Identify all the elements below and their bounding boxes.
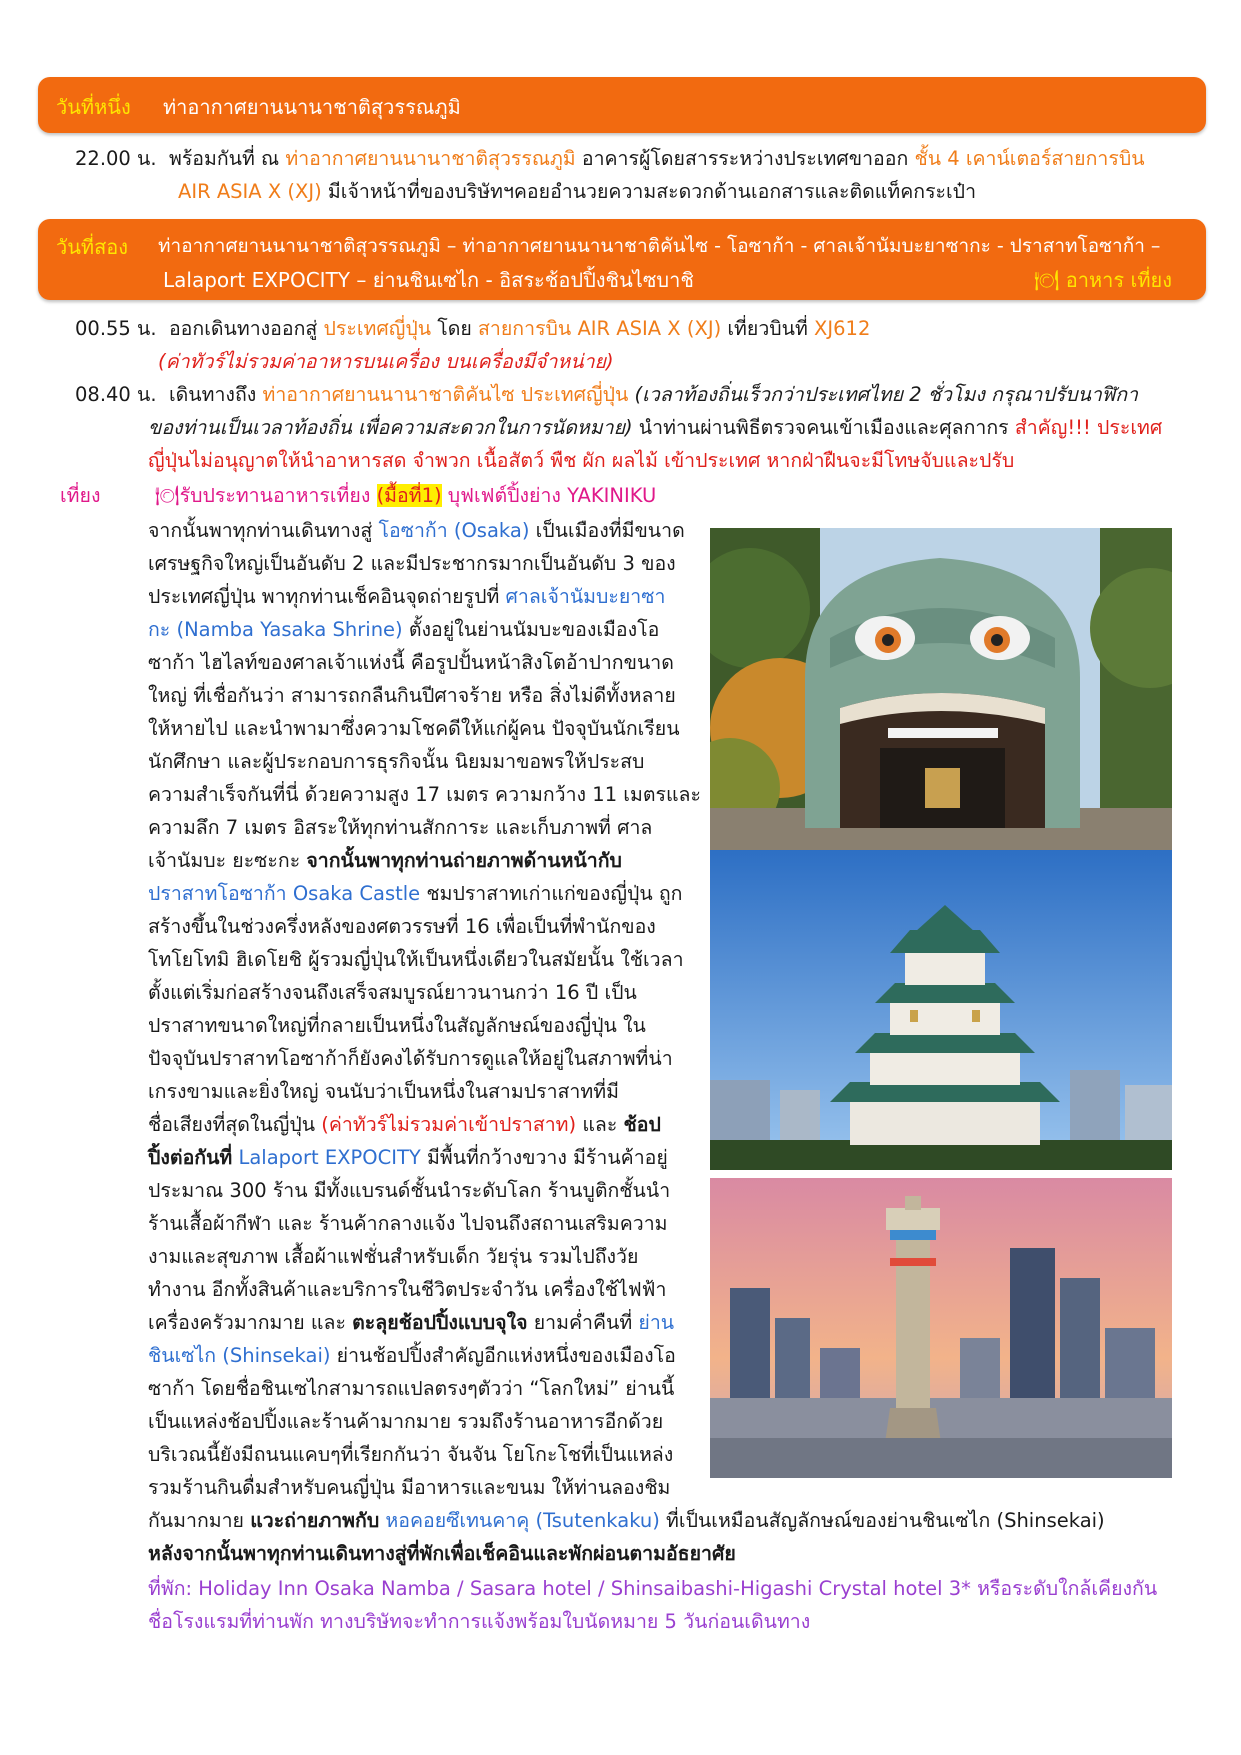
para-line: ให้หายไป และนำพามาซึ่งความโชคดีให้แก่ผู้คน ปัจจุบันนักเรียน bbox=[148, 717, 680, 740]
shrine-photo bbox=[710, 528, 1172, 850]
para-line: เป็นแหล่งช้อปปิ้งและร้านค้ามากมาย รวมถึงร้านอาหารอีกด้วย bbox=[148, 1410, 664, 1433]
day1-label: วันที่หนึ่ง bbox=[56, 95, 131, 119]
para-line: ปราสาทโอซาก้า Osaka Castle ชมปราสาทเก่าแก่ของญี่ปุ่น ถูก bbox=[148, 882, 683, 905]
para-line: ประเทศญี่ปุ่น พาทุกท่านเช็คอินจุดถ่ายรูปที่ ศาลเจ้านัมบะยาซา bbox=[148, 585, 666, 608]
para-line: รวมร้านกินดื่มสำหรับคนญี่ปุ่น มีอาหารและขนม ให้ท่านลองชิม bbox=[148, 1476, 671, 1499]
hotel-line-2: ชื่อโรงแรมที่ท่านพัก ทางบริษัทจะทำการแจ้งพร้อมใบนัดหมาย 5 วันก่อนเดินทาง bbox=[148, 1610, 811, 1633]
meal-icon: 🍽 bbox=[154, 484, 180, 507]
para-line: โทโยโทมิ ฮิเดโยชิ ผู้รวมญี่ปุ่นให้เป็นหนึ่งเดียวในสมัยนั้น ใช้เวลา bbox=[148, 948, 684, 971]
para-line: ร้านเสื้อผ้ากีฬา และ ร้านค้ากลางแจ้ง ไปจนถึงสถานเสริมความ bbox=[148, 1212, 668, 1235]
day1-line-1: 22.00 น. พร้อมกันที่ ณ ท่าอากาศยานนานาชาติสุวรรณภูมิ อาคารผู้โดยสารระหว่างประเทศขาออก ชั้น 4 เคาน์เตอร์สายการบิน bbox=[75, 147, 1145, 170]
flight-line: 00.55 น. ออกเดินทางออกสู่ ประเทศญี่ปุ่น โดย สายการบิน AIR ASIA X (XJ) เที่ยวบินที่ XJ612 bbox=[75, 317, 871, 340]
para-line: บริเวณนี้ยังมีถนนแคบๆที่เรียกกันว่า จันจัน โยโกะโชที่เป็นแหล่ง bbox=[148, 1443, 674, 1466]
day2-title-line1: ท่าอากาศยานนานาชาติสุวรรณภูมิ – ท่าอากาศยานนานาชาติคันไซ - โอซาก้า - ศาลเจ้านัมบะยาซากะ - ปราสาทโอซาก้า – bbox=[158, 235, 1161, 257]
lunch-line: เที่ยง 🍽รับประทานอาหารเที่ยง (มื้อที่1) บุฟเฟต์ปิ้งย่าง YAKINIKU bbox=[60, 484, 657, 507]
day1-time: 22.00 น. bbox=[75, 147, 157, 170]
day1-header-bar bbox=[38, 77, 1206, 133]
para-line: ประมาณ 300 ร้าน มีทั้งแบรนด์ชั้นนำระดับโลก ร้านบูติกชั้นนำ bbox=[148, 1179, 671, 1202]
para-line: นักศึกษา และผู้ประกอบการธุรกิจนั้น นิยมมาขอพรให้ประสบ bbox=[148, 750, 645, 773]
para-line: ใหญ่ ที่เชื่อกันว่า สามารถกลืนกินปีศาจร้าย หรือ สิ่งไม่ดีทั้งหลาย bbox=[148, 684, 676, 707]
castle-illustration bbox=[710, 850, 1172, 1170]
para-line: หลังจากนั้นพาทุกท่านเดินทางสู่ที่พักเพื่อเช็คอินและพักผ่อนตามอัธยาศัย bbox=[148, 1542, 736, 1565]
para-line: ตั้งแต่เริ่มก่อสร้างจนถึงเสร็จสมบูรณ์ยาวนานกว่า 16 ปี เป็น bbox=[148, 981, 637, 1004]
day1-line-2: AIR ASIA X (XJ) มีเจ้าหน้าที่ของบริษัทฯคอยอำนวยความสะดวกด้านเอกสารและติดแท็คกระเป๋า bbox=[178, 180, 977, 203]
para-line: เศรษฐกิจใหญ่เป็นอันดับ 2 และมีประชากรมากเป็นอันดับ 3 ของ bbox=[148, 552, 676, 575]
arrival-line-3: ญี่ปุ่นไม่อนุญาตให้นำอาหารสด จำพวก เนื้อสัตว์ พืช ผัก ผลไม้ เข้าประเทศ หากฝ่าฝืนจะมีโทษจับและปรับ bbox=[148, 449, 1015, 472]
tower-illustration bbox=[710, 1178, 1172, 1478]
day1-title: ท่าอากาศยานนานาชาติสุวรรณภูมิ bbox=[163, 95, 461, 119]
para-line: ชินเซไก (Shinsekai) ย่านช้อปปิ้งสำคัญอีกแห่งหนึ่งของเมืองโอ bbox=[148, 1344, 676, 1367]
hotel-line-1: ที่พัก: Holiday Inn Osaka Namba / Sasara hotel / Shinsaibashi-Higashi Crystal hotel 3* หรือระดับใกล้เคียงกัน bbox=[148, 1577, 1158, 1600]
para-line: เครื่องครัวมากมาย และ ตะลุยช้อปปิ้งแบบจุใจ ยามค่ำคืนที่ ย่าน bbox=[148, 1311, 675, 1334]
day2-title-line2: Lalaport EXPOCITY – ย่านชินเซไก - อิสระช้อปปิ้งชินไซบาชิ bbox=[163, 268, 694, 292]
para-line: ชื่อเสียงที่สุดในญี่ปุ่น (ค่าทัวร์ไม่รวมค่าเข้าปราสาท) และ ช้อป bbox=[148, 1113, 661, 1136]
para-line: จากนั้นพาทุกท่านเดินทางสู่ โอซาก้า (Osaka) เป็นเมืองที่มีขนาด bbox=[148, 519, 685, 542]
meal-icon: 🍽 bbox=[1033, 268, 1060, 292]
para-line: ปัจจุบันปราสาทโอซาก้าก็ยังคงได้รับการดูแลให้อยู่ในสภาพที่น่า bbox=[148, 1047, 673, 1070]
para-line: เจ้านัมบะ ยะซะกะ จากนั้นพาทุกท่านถ่ายภาพด้านหน้ากับ bbox=[148, 849, 622, 872]
tower-photo bbox=[710, 1178, 1172, 1478]
para-line: ปราสาทขนาดใหญ่ที่กลายเป็นหนึ่งในสัญลักษณ์ของญี่ปุ่น ใน bbox=[148, 1014, 646, 1037]
para-line: งามและสุขภาพ เสื้อผ้าแฟชั่นสำหรับเด็ก วัยรุ่น รวมไปถึงวัย bbox=[148, 1245, 639, 1268]
para-line: ซาก้า ไฮไลท์ของศาลเจ้าแห่งนี้ คือรูปปั้นหน้าสิงโตอ้าปากขนาด bbox=[148, 651, 674, 674]
para-line: กันมากมาย แวะถ่ายภาพกับ หอคอยซึเทนคาคุ (Tsutenkaku) ที่เป็นเหมือนสัญลักษณ์ของย่านชินเซไก (Shinsekai) bbox=[148, 1509, 1105, 1532]
arrival-line-2: ของท่านเป็นเวลาท้องถิ่น เพื่อความสะดวกในการนัดหมาย) นำท่านผ่านพิธีตรวจคนเข้าเมืองและศุลกากร สำคัญ!!! ประเทศ bbox=[148, 416, 1163, 439]
para-line: ความสำเร็จกันที่นี่ ด้วยความสูง 17 เมตร ความกว้าง 11 เมตรและ bbox=[148, 783, 701, 806]
castle-photo bbox=[710, 850, 1172, 1170]
para-line: สร้างขึ้นในช่วงครึ่งหลังของศตวรรษที่ 16 เพื่อเป็นที่พำนักของ bbox=[148, 915, 656, 938]
para-line: ปิ้งต่อกันที่ Lalaport EXPOCITY มีพื้นที่กว้างขวาง มีร้านค้าอยู่ bbox=[148, 1146, 668, 1169]
day2-label: วันที่สอง bbox=[56, 235, 129, 259]
para-line: ซาก้า โดยชื่อชินเซไกสามารถแปลตรงๆตัวว่า “โลกใหม่” ย่านนี้ bbox=[148, 1377, 675, 1400]
shrine-illustration bbox=[710, 528, 1172, 850]
para-line: ความลึก 7 เมตร อิสระให้ทุกท่านสักการะ และเก็บภาพที่ ศาล bbox=[148, 816, 653, 839]
flight-note: (ค่าทัวร์ไม่รวมค่าอาหารบนเครื่อง บนเครื่องมีจำหน่าย) bbox=[158, 350, 614, 373]
para-line: กะ (Namba Yasaka Shrine) ตั้งอยู่ในย่านนัมบะของเมืองโอ bbox=[148, 618, 660, 641]
day2-header-bar bbox=[38, 219, 1206, 300]
para-line: ทำงาน อีกทั้งสินค้าและบริการในชีวิตประจำวัน เครื่องใช้ไฟฟ้า bbox=[148, 1278, 667, 1301]
meal-badge: 🍽 อาหาร เที่ยง bbox=[1033, 268, 1172, 292]
para-line: เกรงขามและยิ่งใหญ่ จนนับว่าเป็นหนึ่งในสามปราสาทที่มี bbox=[148, 1080, 619, 1103]
arrival-line-1: 08.40 น. เดินทางถึง ท่าอากาศยานนานาชาติคันไซ ประเทศญี่ปุ่น (เวลาท้องถิ่นเร็วกว่าประเทศไทย 2 ชั่วโมง กรุณาปรับนาฬิกา bbox=[75, 383, 1138, 406]
lunch-label: เที่ยง bbox=[60, 484, 101, 507]
